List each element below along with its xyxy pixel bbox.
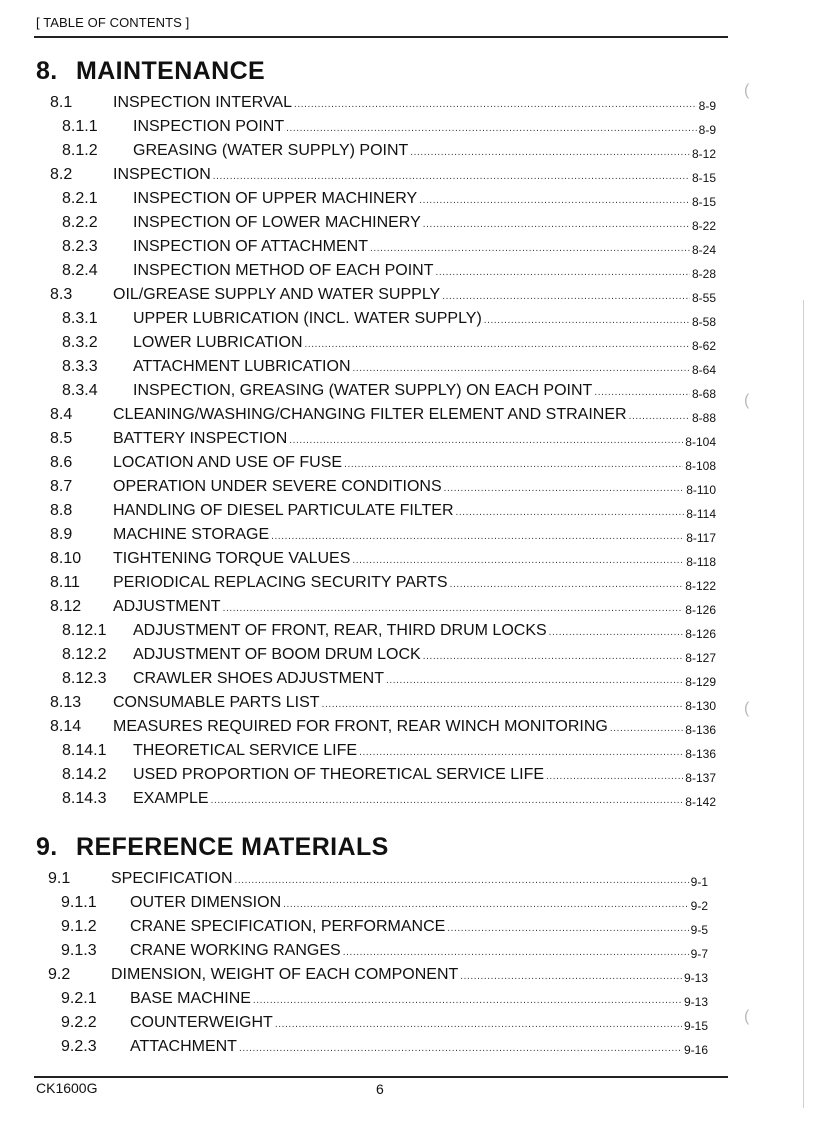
toc-entry <box>62 645 716 665</box>
toc-entry-page: 8-129 <box>685 675 716 689</box>
toc-dot-leader <box>344 455 683 473</box>
toc-dot-leader <box>353 359 690 377</box>
toc-entry-number: 8.1.2 <box>62 142 98 159</box>
toc-dot-leader <box>435 263 690 281</box>
toc-entry-number: 8.12.2 <box>62 646 107 663</box>
toc-entry-page: 8-126 <box>685 603 716 617</box>
toc-entry-number: 8.10 <box>50 550 82 567</box>
toc-entry-title: GREASING (WATER SUPPLY) POINT <box>133 142 409 159</box>
toc-dot-leader <box>289 431 683 449</box>
toc-entry <box>62 765 716 785</box>
toc-dot-leader <box>594 383 690 401</box>
toc-entry-title: ADJUSTMENT OF BOOM DRUM LOCK <box>133 646 421 663</box>
toc-entry <box>61 893 708 913</box>
toc-entry-page: 8-136 <box>685 723 716 737</box>
scan-edge-line <box>803 300 804 1108</box>
toc-entry <box>50 285 716 305</box>
toc-dot-leader <box>442 287 690 305</box>
toc-entry-title: INSPECTION POINT <box>133 118 285 135</box>
toc-entry-title: INSPECTION OF UPPER MACHINERY <box>133 190 418 207</box>
toc-entry <box>62 381 716 401</box>
toc-entry <box>50 477 716 497</box>
toc-entry-title: BATTERY INSPECTION <box>113 430 288 447</box>
toc-entry-page: 8-9 <box>698 123 716 137</box>
toc-entry-number: 8.3.2 <box>62 334 98 351</box>
toc-entry <box>62 621 716 641</box>
toc-entry-number: 8.9 <box>50 526 73 543</box>
toc-entry-page: 8-108 <box>685 459 716 473</box>
toc-entry-page: 8-22 <box>691 219 716 233</box>
toc-entry-title: ADJUSTMENT <box>113 598 221 615</box>
header-rule <box>34 36 728 38</box>
toc-entry-number: 8.4 <box>50 406 73 423</box>
toc-entry-number: 8.12.1 <box>62 622 107 639</box>
toc-entry-number: 8.2.2 <box>62 214 98 231</box>
toc-dot-leader <box>211 791 684 809</box>
toc-entry-number: 9.1.3 <box>61 942 97 959</box>
toc-entry <box>50 429 716 449</box>
toc-entry <box>61 1013 708 1033</box>
toc-entry <box>62 213 716 233</box>
toc-entry <box>62 669 716 689</box>
scan-artifact: ( <box>744 82 750 99</box>
toc-entry-page: 9-2 <box>690 899 708 913</box>
toc-entry <box>50 165 716 185</box>
toc-dot-leader <box>444 479 685 497</box>
toc-entry-page: 8-15 <box>691 195 716 209</box>
toc-entry-number: 8.2.4 <box>62 262 98 279</box>
toc-entry-title: SPECIFICATION <box>111 870 233 887</box>
toc-entry-title: CRANE WORKING RANGES <box>130 942 341 959</box>
toc-entry-page: 8-88 <box>691 411 716 425</box>
toc-entry-title: CLEANING/WASHING/CHANGING FILTER ELEMENT AND STRAINER <box>113 406 627 423</box>
toc-dot-leader <box>271 527 684 545</box>
toc-entry-page: 8-62 <box>691 339 716 353</box>
toc-entry-title: BASE MACHINE <box>130 990 251 1007</box>
footer-model: CK1600G <box>36 1080 98 1096</box>
toc-entry <box>50 597 716 617</box>
toc-entry-page: 8-127 <box>685 651 716 665</box>
toc-entry-page: 9-7 <box>690 947 708 961</box>
toc-entry-title: INSPECTION, GREASING (WATER SUPPLY) ON EACH POINT <box>133 382 593 399</box>
toc-dot-leader <box>629 407 690 425</box>
toc-entry-page: 8-114 <box>686 507 716 521</box>
chapter-number: 9. <box>36 833 58 861</box>
toc-dot-leader <box>223 599 684 617</box>
toc-entry-number: 9.2.2 <box>61 1014 97 1031</box>
toc-entry <box>50 549 716 569</box>
toc-entry-title: PERIODICAL REPLACING SECURITY PARTS <box>113 574 448 591</box>
toc-entry-number: 9.1 <box>48 870 71 887</box>
toc-entry-title: THEORETICAL SERVICE LIFE <box>133 742 358 759</box>
toc-entry-number: 8.14 <box>50 718 82 735</box>
toc-entry-page: 8-28 <box>691 267 716 281</box>
toc-dot-leader <box>235 871 689 889</box>
toc-dot-leader <box>352 551 684 569</box>
toc-dot-leader <box>419 191 690 209</box>
toc-entry-number: 8.7 <box>50 478 73 495</box>
toc-entry-number: 8.13 <box>50 694 82 711</box>
toc-dot-leader <box>286 119 697 137</box>
toc-entry-page: 9-16 <box>683 1043 708 1057</box>
toc-dot-leader <box>213 167 690 185</box>
toc-entry-title: OUTER DIMENSION <box>130 894 282 911</box>
toc-entry-number: 8.12.3 <box>62 670 107 687</box>
toc-entry-page: 8-118 <box>686 555 716 569</box>
toc-entry-title: OIL/GREASE SUPPLY AND WATER SUPPLY <box>113 286 441 303</box>
toc-entry-number: 8.8 <box>50 502 73 519</box>
toc-entry <box>62 789 716 809</box>
toc-entry-page: 8-68 <box>691 387 716 401</box>
chapter-heading-reference-materials <box>36 833 389 862</box>
toc-dot-leader <box>456 503 685 521</box>
toc-entry-title: LOCATION AND USE OF FUSE <box>113 454 343 471</box>
toc-entry <box>62 261 716 281</box>
toc-dot-leader <box>410 143 690 161</box>
toc-entry-page: 8-12 <box>691 147 716 161</box>
toc-entry-number: 9.2 <box>48 966 71 983</box>
toc-entry-number: 8.3 <box>50 286 73 303</box>
toc-entry-page: 8-64 <box>691 363 716 377</box>
toc-entry <box>62 117 716 137</box>
toc-entry <box>48 869 708 889</box>
scan-artifact: ( <box>744 392 750 409</box>
toc-entry-page: 8-136 <box>685 747 716 761</box>
toc-dot-leader <box>484 311 690 329</box>
toc-entry-number: 8.14.3 <box>62 790 107 807</box>
toc-dot-leader <box>294 95 697 113</box>
toc-entry-page: 9-15 <box>683 1019 708 1033</box>
toc-entry-title: ATTACHMENT LUBRICATION <box>133 358 351 375</box>
toc-dot-leader <box>450 575 684 593</box>
toc-entry <box>62 333 716 353</box>
toc-dot-leader <box>370 239 690 257</box>
toc-entry-page: 8-55 <box>691 291 716 305</box>
toc-dot-leader <box>253 991 682 1009</box>
toc-entry-page: 8-117 <box>686 531 716 545</box>
toc-entry-title: CONSUMABLE PARTS LIST <box>113 694 320 711</box>
toc-entry <box>62 309 716 329</box>
toc-entry <box>61 941 708 961</box>
toc-entry-title: EXAMPLE <box>133 790 209 807</box>
toc-entry-title: LOWER LUBRICATION <box>133 334 303 351</box>
toc-entry-page: 9-13 <box>683 995 708 1009</box>
toc-entry-number: 8.14.1 <box>62 742 107 759</box>
toc-entry <box>62 237 716 257</box>
toc-entry <box>62 741 716 761</box>
toc-entry-number: 8.3.3 <box>62 358 98 375</box>
chapter-title: REFERENCE MATERIALS <box>76 833 389 861</box>
toc-entry-page: 8-130 <box>685 699 716 713</box>
footer-page-number: 6 <box>376 1081 384 1097</box>
toc-entry-number: 8.12 <box>50 598 82 615</box>
scan-artifact: ( <box>744 700 750 717</box>
toc-entry-title: INSPECTION OF ATTACHMENT <box>133 238 368 255</box>
toc-entry-page: 8-126 <box>685 627 716 641</box>
toc-entry <box>50 93 716 113</box>
toc-entry <box>61 1037 708 1057</box>
toc-entry-number: 9.2.1 <box>61 990 97 1007</box>
toc-dot-leader <box>343 943 689 961</box>
toc-entry-title: MACHINE STORAGE <box>113 526 270 543</box>
toc-entry-number: 8.2.1 <box>62 190 98 207</box>
scan-artifact: ( <box>744 1008 750 1025</box>
toc-entry-title: INSPECTION OF LOWER MACHINERY <box>133 214 421 231</box>
toc-entry-title: OPERATION UNDER SEVERE CONDITIONS <box>113 478 442 495</box>
toc-entry-number: 8.5 <box>50 430 73 447</box>
toc-entry <box>50 453 716 473</box>
toc-entry-title: COUNTERWEIGHT <box>130 1014 273 1031</box>
toc-entry-number: 8.14.2 <box>62 766 107 783</box>
toc-entry-title: INSPECTION <box>113 166 211 183</box>
chapter-heading-maintenance <box>36 57 265 86</box>
toc-entry <box>62 141 716 161</box>
toc-entry <box>61 989 708 1009</box>
toc-entry-title: MEASURES REQUIRED FOR FRONT, REAR WINCH MONITORING <box>113 718 608 735</box>
toc-entry-title: TIGHTENING TORQUE VALUES <box>113 550 351 567</box>
toc-entry-title: INSPECTION INTERVAL <box>113 94 292 111</box>
toc-dot-leader <box>447 919 688 937</box>
toc-entry-number: 8.2 <box>50 166 73 183</box>
toc-entry <box>50 501 716 521</box>
toc-entry-title: UPPER LUBRICATION (INCL. WATER SUPPLY) <box>133 310 482 327</box>
toc-entry-number: 8.2.3 <box>62 238 98 255</box>
toc-entry <box>48 965 708 985</box>
toc-dot-leader <box>239 1039 682 1057</box>
toc-entry-number: 9.1.1 <box>61 894 97 911</box>
toc-entry-number: 8.11 <box>50 574 80 591</box>
toc-entry-title: USED PROPORTION OF THEORETICAL SERVICE LIFE <box>133 766 545 783</box>
toc-entry <box>50 525 716 545</box>
toc-dot-leader <box>283 895 689 913</box>
toc-entry-page: 8-58 <box>691 315 716 329</box>
toc-entry-page: 9-5 <box>690 923 708 937</box>
toc-dot-leader <box>305 335 690 353</box>
toc-entry-number: 8.1.1 <box>62 118 98 135</box>
chapter-title: MAINTENANCE <box>76 57 266 85</box>
toc-entry-number: 9.1.2 <box>61 918 97 935</box>
toc-entry-page: 8-122 <box>685 579 716 593</box>
toc-dot-leader <box>275 1015 682 1033</box>
toc-entry-page: 9-1 <box>690 875 708 889</box>
toc-dot-leader <box>610 719 683 737</box>
toc-entry-title: CRANE SPECIFICATION, PERFORMANCE <box>130 918 446 935</box>
toc-dot-leader <box>423 215 690 233</box>
toc-entry-page: 8-15 <box>691 171 716 185</box>
toc-entry-number: 8.3.4 <box>62 382 98 399</box>
toc-entry-number: 8.6 <box>50 454 73 471</box>
toc-dot-leader <box>549 623 684 641</box>
toc-entry-title: INSPECTION METHOD OF EACH POINT <box>133 262 434 279</box>
toc-dot-leader <box>460 967 682 985</box>
toc-entry-page: 8-137 <box>685 771 716 785</box>
toc-entry-title: ADJUSTMENT OF FRONT, REAR, THIRD DRUM LOCKS <box>133 622 547 639</box>
toc-entry <box>62 189 716 209</box>
toc-entry-title: ATTACHMENT <box>130 1038 237 1055</box>
toc-entry-page: 8-9 <box>698 99 716 113</box>
toc-entry <box>62 357 716 377</box>
toc-dot-leader <box>546 767 683 785</box>
toc-entry-title: HANDLING OF DIESEL PARTICULATE FILTER <box>113 502 454 519</box>
toc-dot-leader <box>386 671 683 689</box>
toc-entry-page: 8-24 <box>691 243 716 257</box>
toc-dot-leader <box>359 743 683 761</box>
toc-dot-leader <box>322 695 684 713</box>
toc-entry-number: 8.1 <box>50 94 73 111</box>
header-label: [ TABLE OF CONTENTS ] <box>36 15 190 30</box>
toc-entry-title: DIMENSION, WEIGHT OF EACH COMPONENT <box>111 966 459 983</box>
toc-entry <box>50 717 716 737</box>
toc-entry <box>50 573 716 593</box>
chapter-number: 8. <box>36 57 58 85</box>
toc-entry-page: 8-110 <box>686 483 716 497</box>
toc-entry <box>61 917 708 937</box>
toc-entry-page: 8-142 <box>685 795 716 809</box>
footer-rule <box>34 1076 728 1078</box>
toc-entry-title: CRAWLER SHOES ADJUSTMENT <box>133 670 384 687</box>
toc-entry <box>50 693 716 713</box>
toc-entry <box>50 405 716 425</box>
toc-entry-page: 8-104 <box>685 435 716 449</box>
toc-dot-leader <box>423 647 684 665</box>
toc-entry-number: 9.2.3 <box>61 1038 97 1055</box>
toc-entry-page: 9-13 <box>683 971 708 985</box>
toc-entry-number: 8.3.1 <box>62 310 98 327</box>
